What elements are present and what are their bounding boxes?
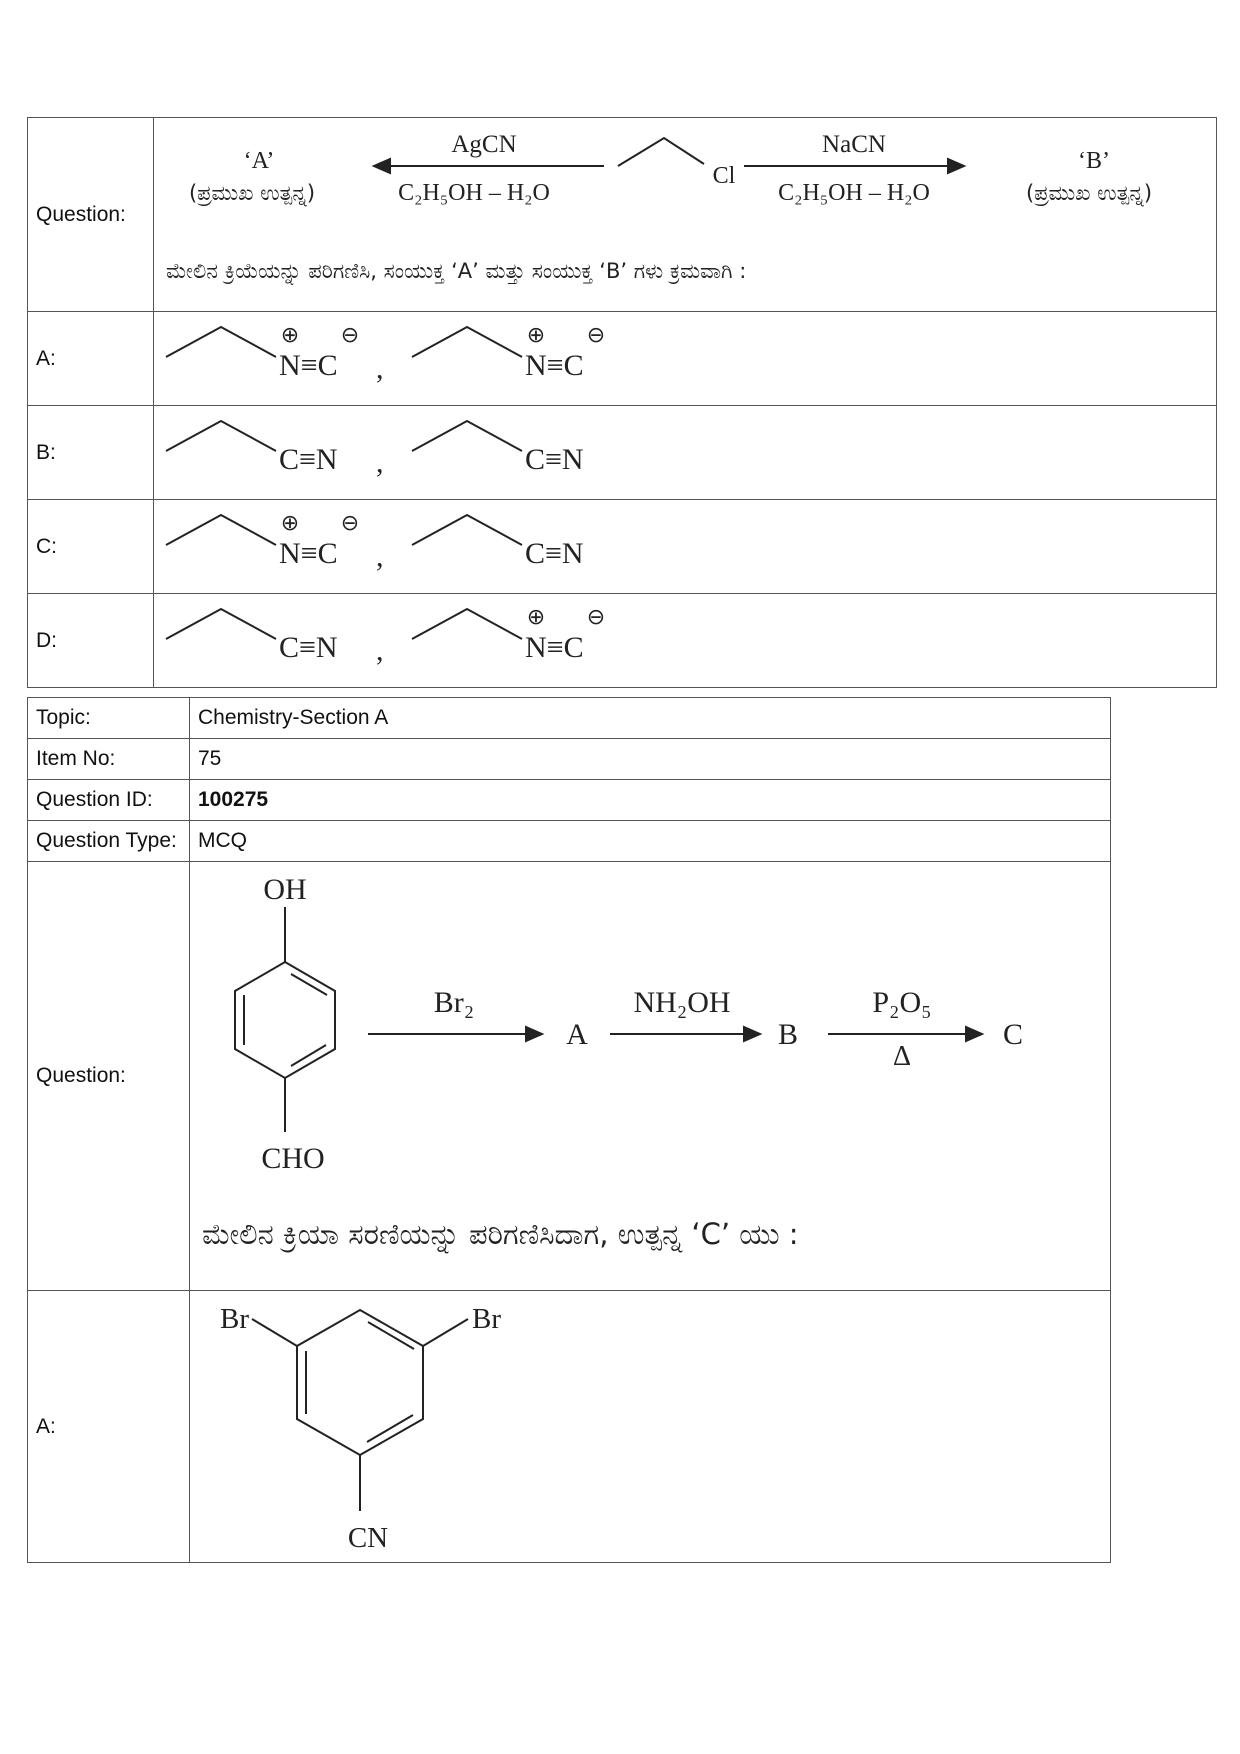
- reagent-solvent-left: C₂H₅OH – H₂O: [398, 180, 550, 206]
- chlorine-label: Cl: [712, 163, 736, 189]
- functional-group-label: C≡N: [525, 443, 584, 476]
- negative-charge-icon: ⊖: [586, 605, 606, 630]
- option-a-label: A:: [28, 1291, 190, 1563]
- question-table-2: [27, 697, 1111, 1563]
- major-product-right: (ಪ್ರಮುಖ ಉತ್ಪನ್ನ): [1025, 181, 1153, 205]
- ethyl-chain: [412, 515, 522, 545]
- heat-symbol: Δ: [892, 1041, 912, 1072]
- functional-group-label: N≡C: [279, 537, 338, 570]
- option-structures: [154, 406, 1216, 494]
- question-body: [190, 862, 1111, 1291]
- intermediate-a: A: [566, 1018, 588, 1051]
- question-prompt: ಮೇಲಿನ ಕ್ರಿಯೆಯನ್ನು ಪರಿಗಣಿಸಿ, ಸಂಯುಕ್ತ ‘A’ ಮತ್ತು ಸಂಯುಕ್ತ ‘B’ ಗಳು ಕ್ರಮವಾಗಿ :: [166, 259, 747, 283]
- reaction-scheme: [154, 118, 1216, 306]
- item-no-value: 75: [190, 739, 1111, 780]
- positive-charge-icon: ⊕: [526, 605, 546, 630]
- bromine-right-label: Br: [472, 1303, 501, 1335]
- hydroxyl-label: OH: [263, 873, 307, 906]
- reagent-nh2oh: NH₂OH: [633, 986, 731, 1019]
- separator-comma: ,: [376, 540, 384, 573]
- reagent-agcn: AgCN: [451, 131, 517, 158]
- benzene-ring: [297, 1310, 423, 1455]
- functional-group-label: C≡N: [279, 631, 338, 664]
- option-row-d[interactable]: [28, 594, 1217, 688]
- positive-charge-icon: ⊕: [280, 511, 300, 536]
- ethyl-chain: [166, 515, 276, 545]
- option-structure: [154, 406, 1217, 500]
- option-row-b[interactable]: [28, 406, 1217, 500]
- option-row-c[interactable]: [28, 500, 1217, 594]
- option-a-structure: [190, 1291, 1111, 1563]
- functional-group-label: N≡C: [525, 631, 584, 664]
- option-structures: [154, 312, 1216, 400]
- aldehyde-label: CHO: [261, 1142, 325, 1175]
- ethyl-chain: [412, 421, 522, 451]
- reagent-br2: Br₂: [433, 986, 475, 1019]
- option-label: A:: [28, 312, 154, 406]
- question-table-1: [27, 117, 1217, 688]
- question-type-label: Question Type:: [28, 821, 190, 862]
- option-label: C:: [28, 500, 154, 594]
- question-body: [154, 118, 1217, 312]
- functional-group-label: C≡N: [525, 537, 584, 570]
- nitrile-label: CN: [347, 1522, 389, 1554]
- option-structure: [154, 594, 1217, 688]
- option-label: B:: [28, 406, 154, 500]
- topic-label: Topic:: [28, 698, 190, 739]
- ethyl-chain: [166, 421, 276, 451]
- option-row-a[interactable]: [28, 312, 1217, 406]
- reagent-nacn: NaCN: [822, 131, 886, 158]
- ethyl-chain: [412, 609, 522, 639]
- major-product-left: (ಪ್ರಮುಖ ಉತ್ಪನ್ನ): [188, 181, 316, 205]
- question-type-value: MCQ: [190, 821, 1111, 862]
- negative-charge-icon: ⊖: [340, 323, 360, 348]
- question-id-value: 100275: [190, 780, 1111, 821]
- dibromobenzonitrile-structure: [190, 1291, 1110, 1557]
- functional-group-label: N≡C: [279, 349, 338, 382]
- product-b-label: ‘B’: [1078, 148, 1110, 174]
- question-label: Question:: [28, 118, 154, 312]
- separator-comma: ,: [376, 352, 384, 385]
- negative-charge-icon: ⊖: [340, 511, 360, 536]
- question-label: Question:: [28, 862, 190, 1291]
- functional-group-label: C≡N: [279, 443, 338, 476]
- benzene-ring: [235, 962, 335, 1078]
- option-structure: [154, 500, 1217, 594]
- reagent-solvent-right: C₂H₅OH – H₂O: [778, 180, 930, 206]
- product-c: C: [1002, 1018, 1024, 1051]
- separator-comma: ,: [376, 634, 384, 667]
- option-label: D:: [28, 594, 154, 688]
- negative-charge-icon: ⊖: [586, 323, 606, 348]
- functional-group-label: N≡C: [525, 349, 584, 382]
- product-a-label: ‘A’: [243, 148, 275, 174]
- bromine-left-label: Br: [220, 1303, 249, 1335]
- positive-charge-icon: ⊕: [526, 323, 546, 348]
- ethyl-chain: [618, 138, 704, 166]
- option-structures: [154, 500, 1216, 588]
- ethyl-chain: [166, 327, 276, 357]
- ethyl-chain: [166, 609, 276, 639]
- question-id-label: Question ID:: [28, 780, 190, 821]
- ethyl-chain: [412, 327, 522, 357]
- intermediate-b: B: [777, 1018, 799, 1051]
- item-no-label: Item No:: [28, 739, 190, 780]
- separator-comma: ,: [376, 446, 384, 479]
- option-structure: [154, 312, 1217, 406]
- reaction-sequence: [190, 862, 1110, 1285]
- option-structures: [154, 594, 1216, 682]
- positive-charge-icon: ⊕: [280, 323, 300, 348]
- topic-value: Chemistry-Section A: [190, 698, 1111, 739]
- reagent-p2o5: P₂O₅: [872, 986, 932, 1019]
- question-prompt: ಮೇಲಿನ ಕ್ರಿಯಾ ಸರಣಿಯನ್ನು ಪರಿಗಣಿಸಿದಾಗ, ಉತ್ಪನ್ನ ‘C’ ಯು :: [202, 1217, 799, 1251]
